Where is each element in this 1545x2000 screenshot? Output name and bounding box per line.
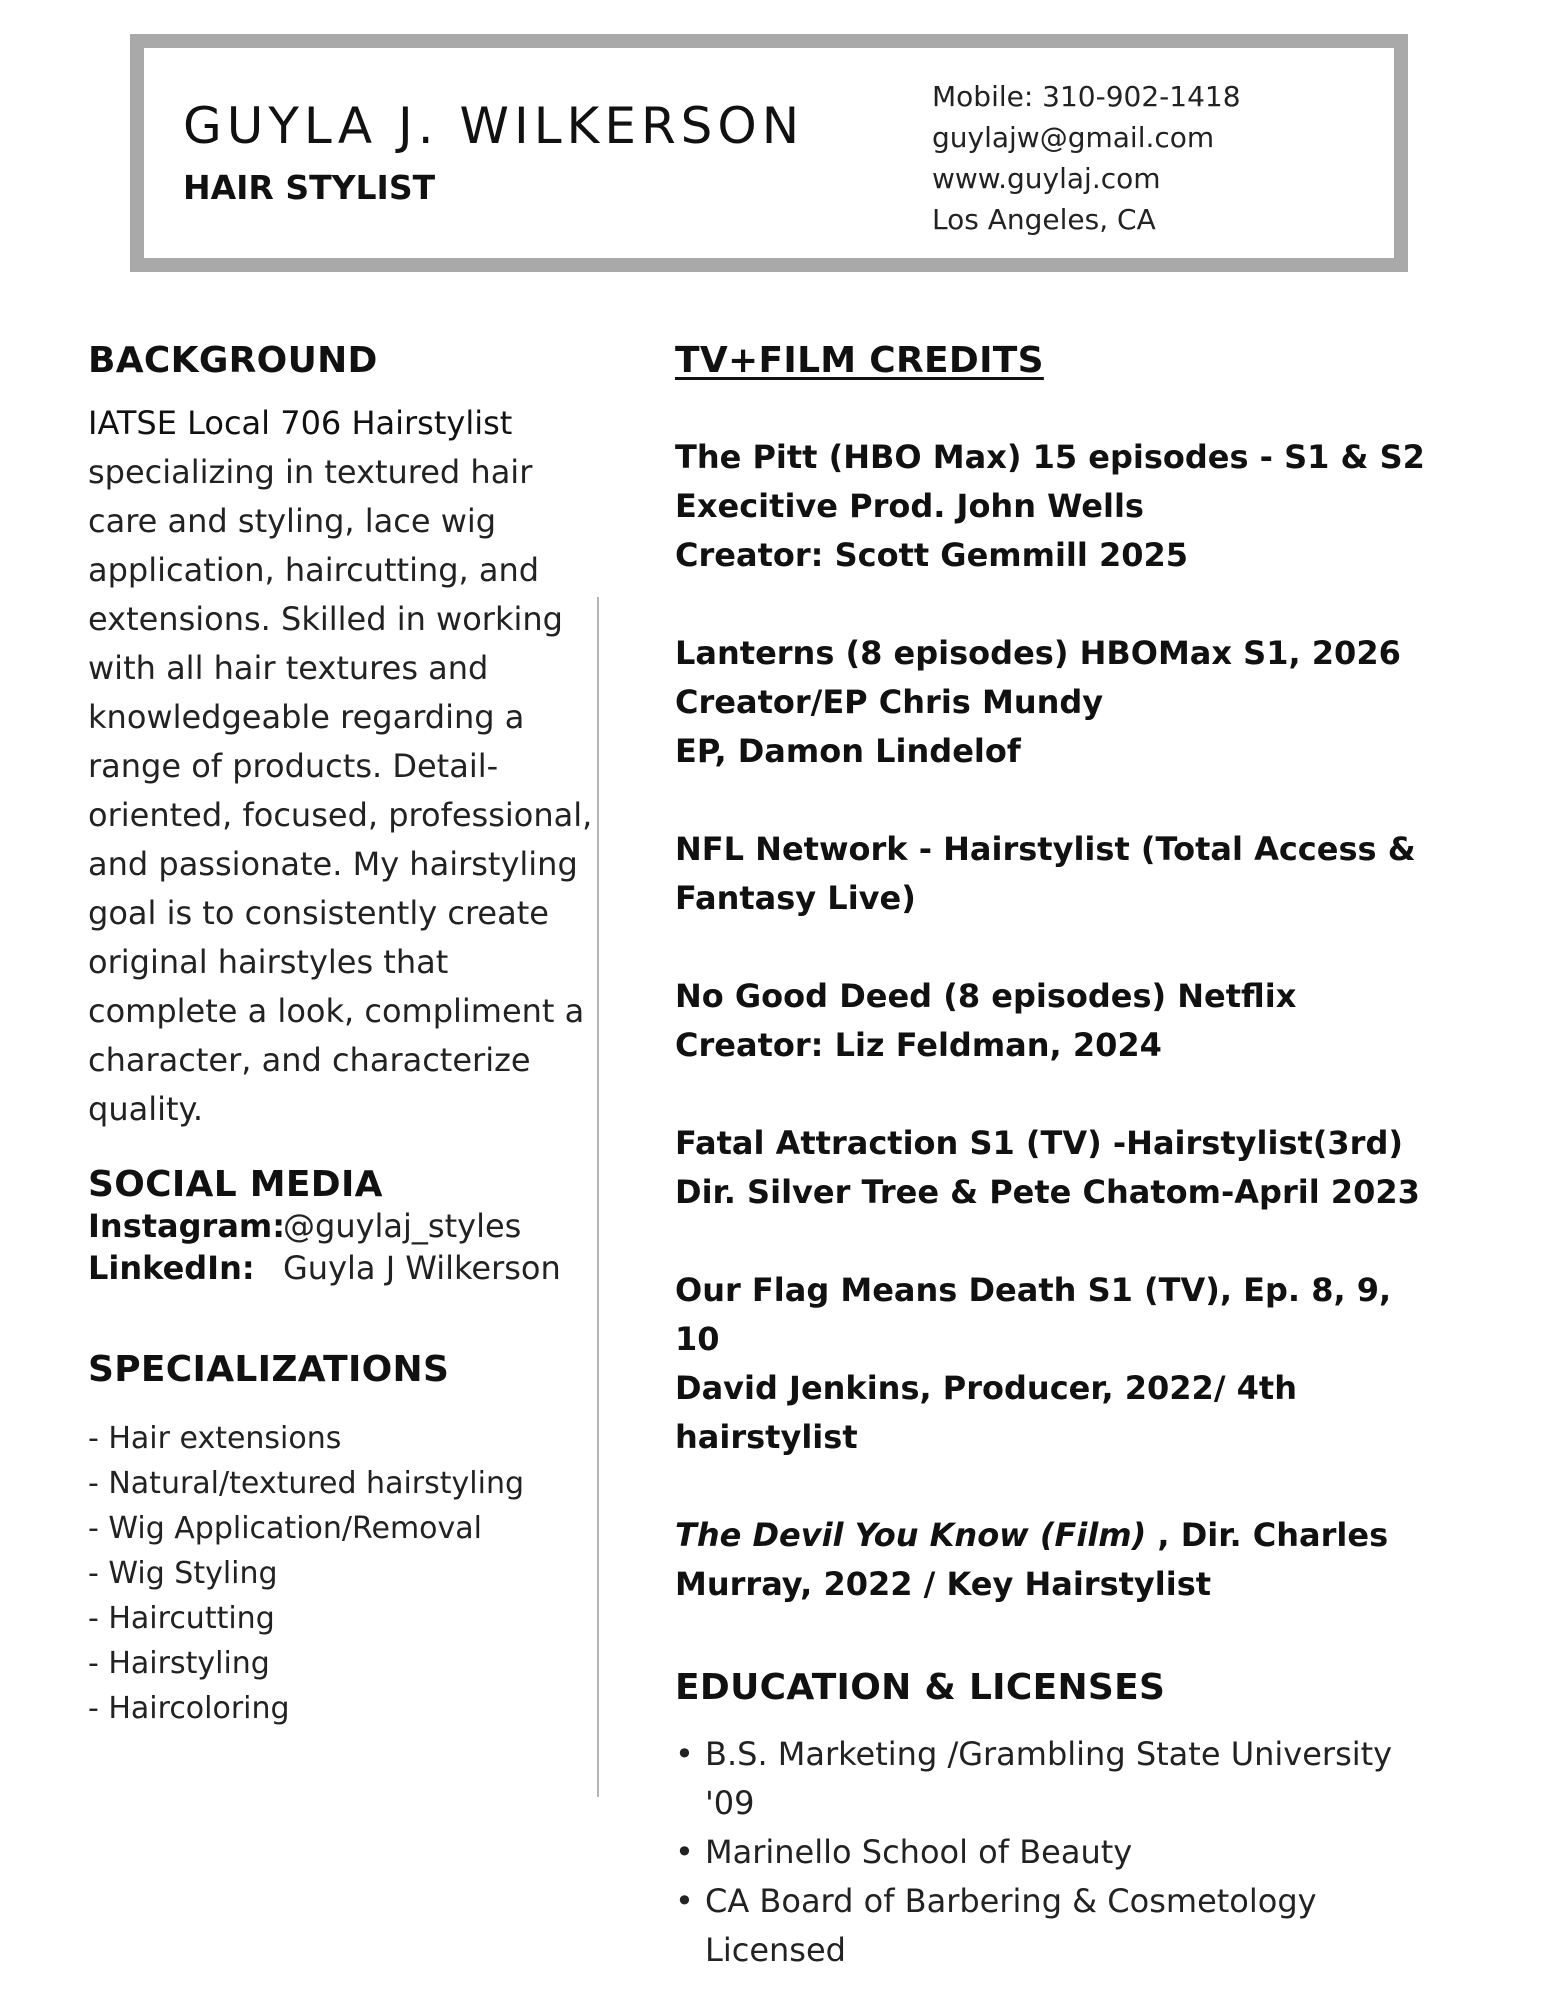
list-item: - Haircoloring: [88, 1691, 290, 1726]
credit-entry: [675, 629, 1435, 776]
person-name: GUYLA J. WILKERSON: [183, 97, 805, 155]
credit-entry: [675, 972, 1435, 1070]
credit-entry: [675, 433, 1435, 580]
list-item: - Wig Application/Removal: [88, 1511, 483, 1546]
credit-line: Fatal Attraction S1 (TV) -Hairstylist(3rd): [675, 1124, 1403, 1162]
list-item: - Wig Styling: [88, 1556, 278, 1591]
right-column: [675, 340, 1435, 1975]
credit-line: Creator: Liz Feldman, 2024: [675, 1026, 1162, 1064]
social-value: @guylaj_styles: [283, 1207, 522, 1245]
social-heading: SOCIAL MEDIA: [88, 1164, 383, 1205]
credits-heading: TV+FILM CREDITS: [675, 340, 1044, 381]
credit-entry: [675, 1119, 1435, 1217]
specializations-list: [88, 1416, 598, 1731]
social-value: Guyla J Wilkerson: [283, 1249, 561, 1287]
credit-line: The Pitt (HBO Max) 15 episodes - S1 & S2: [675, 438, 1425, 476]
credit-entry: [675, 1266, 1435, 1462]
background-text: [88, 399, 598, 1134]
credit-line: EP, Damon Lindelof: [675, 732, 1021, 770]
credit-line: Execitive Prod. John Wells: [675, 487, 1144, 525]
credits-list: [675, 433, 1435, 1609]
credit-line: Fantasy Live): [675, 879, 916, 917]
list-item: - Hair extensions: [88, 1421, 342, 1456]
contact-phone: Mobile: 310-902-1418: [932, 80, 1241, 113]
job-title: HAIR STYLIST: [183, 168, 436, 207]
education-heading: EDUCATION & LICENSES: [675, 1667, 1166, 1708]
credit-line: Creator/EP Chris Mundy: [675, 683, 1104, 721]
contact-location: Los Angeles, CA: [932, 203, 1156, 236]
list-item: • Marinello School of Beauty: [675, 1828, 1435, 1877]
credit-entry: [675, 825, 1435, 923]
social-label: Instagram:: [88, 1207, 286, 1245]
credit-line: Creator: Scott Gemmill 2025: [675, 536, 1189, 574]
contact-website: www.guylaj.com: [932, 162, 1161, 195]
contact-email: guylajw@gmail.com: [932, 121, 1215, 154]
left-column: [88, 340, 598, 1731]
credit-entry: [675, 1511, 1435, 1609]
social-label: LinkedIn:: [88, 1249, 255, 1287]
credit-line: David Jenkins, Producer, 2022/ 4th hairstylist: [675, 1369, 1297, 1456]
education-list: [675, 1730, 1435, 1975]
credit-line: Dir. Silver Tree & Pete Chatom-April 2023: [675, 1173, 1420, 1211]
background-lead: IATSE Local 706 Hairstylist: [88, 404, 513, 442]
list-item: • B.S. Marketing /Grambling State University '09: [675, 1730, 1435, 1828]
contact-block: [932, 76, 1241, 240]
credit-line: NFL Network - Hairstylist (Total Access &: [675, 830, 1416, 868]
background-body: specializing in textured hair care and styling, lace wig application, haircutting, and extensions. Skilled in working with all hair textures and knowledgeable regarding a range of products. Detail-oriented, focused, professional, and passionate. My hairstyling goal is to consistently create original hairstyles that complete a look, compliment a character, and characterize quality.: [88, 453, 593, 1128]
social-linkedin: [88, 1247, 598, 1289]
background-heading: BACKGROUND: [88, 340, 378, 381]
credit-line: No Good Deed (8 episodes) Netflix: [675, 977, 1297, 1015]
list-item: • CA Board of Barbering & Cosmetology Licensed: [675, 1877, 1435, 1975]
credit-line: Lanterns (8 episodes) HBOMax S1, 2026: [675, 634, 1401, 672]
list-item: - Natural/textured hairstyling: [88, 1466, 524, 1501]
credit-line-rest: , Dir. Charles: [1146, 1516, 1389, 1554]
credit-line: Murray, 2022 / Key Hairstylist: [675, 1565, 1212, 1603]
credit-line: [675, 1511, 1435, 1560]
list-item: - Haircutting: [88, 1601, 275, 1636]
specializations-heading: SPECIALIZATIONS: [88, 1349, 450, 1390]
list-item: - Hairstyling: [88, 1646, 270, 1681]
credit-line: Our Flag Means Death S1 (TV), Ep. 8, 9, 10: [675, 1271, 1392, 1358]
social-instagram: [88, 1205, 598, 1247]
credit-title-italic: The Devil You Know (Film): [675, 1516, 1147, 1554]
